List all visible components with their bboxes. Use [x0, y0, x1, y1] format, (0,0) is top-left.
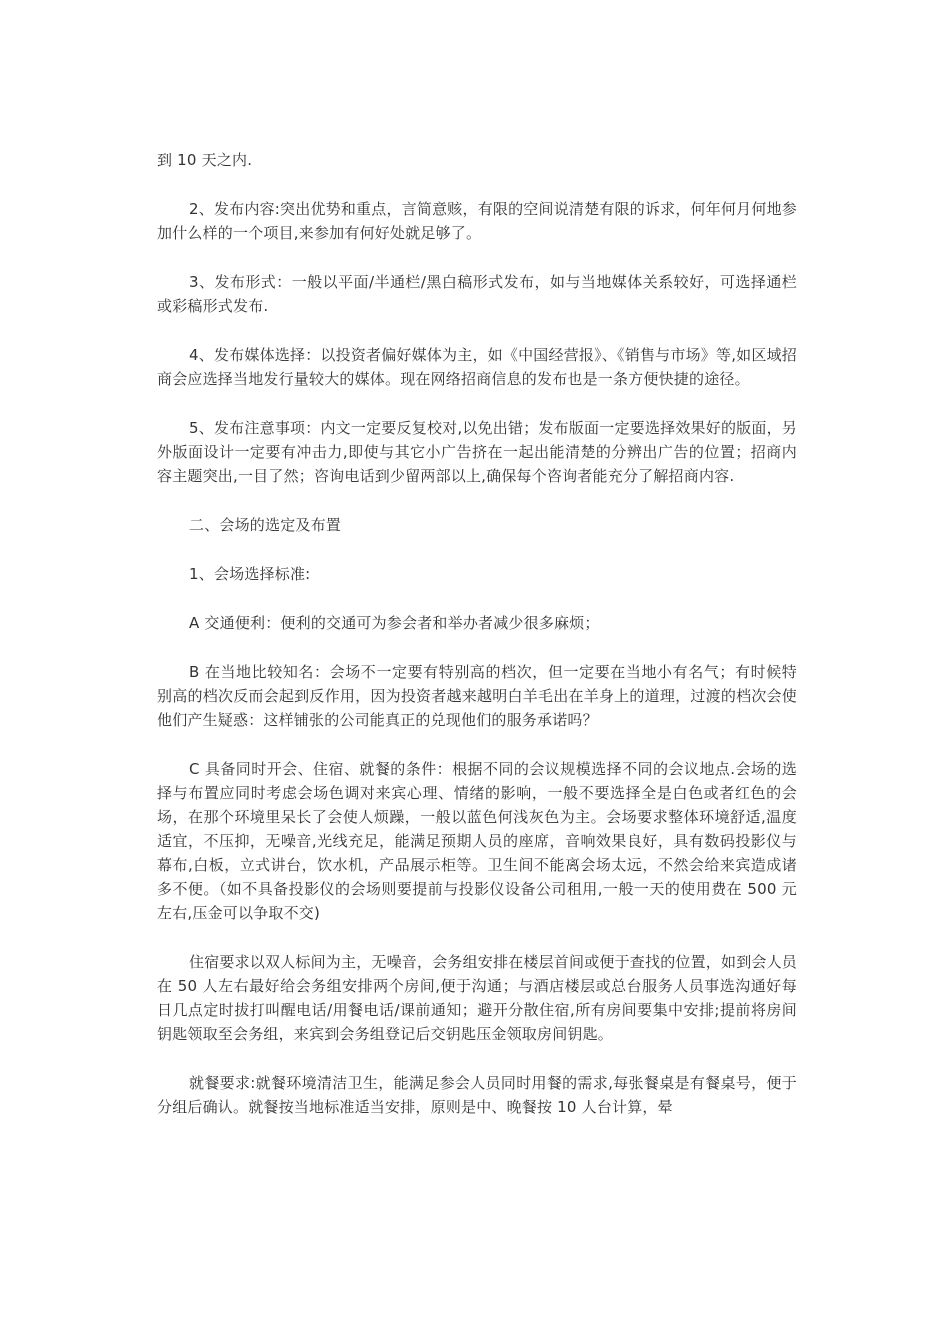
paragraph-publish-format: 3、发布形式：一般以平面/半通栏/黑白稿形式发布，如与当地媒体关系较好，可选择通栏或彩稿形式发布.: [157, 273, 797, 315]
paragraph-publish-content: 2、发布内容:突出优势和重点，言简意赅，有限的空间说清楚有限的诉求，何年何月何地参加什么样的一个项目,来参加有何好处就足够了。: [157, 200, 797, 242]
paragraph-criteria-a: A 交通便利：便利的交通可为参会者和举办者减少很多麻烦；: [189, 614, 600, 632]
paragraph-media-selection: 4、发布媒体选择：以投资者偏好媒体为主，如《中国经营报》、《销售与市场》等,如区域招商会应选择当地发行量较大的媒体。现在网络招商信息的发布也是一条方便快捷的途径。: [157, 346, 797, 388]
paragraph-criteria-b: B 在当地比较知名：会场不一定要有特别高的档次，但一定要在当地小有名气；有时候特别高的档次反而会起到反作用，因为投资者越来越明白羊毛出在羊身上的道理，过渡的档次会使他们产生疑惑：这样铺张的公司能真正的兑现他们的服务承诺吗？: [157, 663, 798, 729]
document-body: [157, 148, 797, 1144]
paragraph-criteria-c: C 具备同时开会、住宿、就餐的条件：根据不同的会议规模选择不同的会议地点.会场的选择与布置应同时考虑会场色调对来宾心理、情绪的影响，一般不要选择全是白色或者红色的会场，在那个环境里呆长了会使人烦躁，一般以蓝色何浅灰色为主。会场要求整体环境舒适,温度适宜，不压抑，无噪音,光线充足，能满足预期人员的座席，音响效果良好，具有数码投影仪与幕布,白板，立式讲台，饮水机，产品展示柜等。卫生间不能离会场太远，不然会给来宾造成诸多不便。（如不具备投影仪的会场则要提前与投影仪设备公司租用,一般一天的使用费在 500 元左右,压金可以争取不交): [157, 760, 797, 922]
subheading-venue-criteria: 1、会场选择标准:: [189, 565, 311, 583]
section-heading-venue: 二、会场的选定及布置: [189, 516, 342, 534]
paragraph-publish-notes: 5、发布注意事项：内文一定要反复校对,以免出错；发布版面一定要选择效果好的版面，另外版面设计一定要有冲击力,即使与其它小广告挤在一起出能清楚的分辨出广告的位置；招商内容主题突出,一目了然；咨询电话到少留两部以上,确保每个咨询者能充分了解招商内容.: [157, 419, 797, 485]
paragraph-continuation: 到 10 天之内.: [157, 151, 253, 169]
paragraph-accommodation: 住宿要求以双人标间为主，无噪音，会务组安排在楼层首间或便于查找的位置，如到会人员在 50 人左右最好给会务组安排两个房间,便于沟通；与酒店楼层或总台服务人员事选沟通好每日几点定时拔打叫醒电话/用餐电话/课前通知；避开分散住宿,所有房间要集中安排;提前将房间钥匙领取至会务组，来宾到会务组登记后交钥匙压金领取房间钥匙。: [157, 953, 798, 1043]
paragraph-dining: 就餐要求:就餐环境清洁卫生，能满足参会人员同时用餐的需求,每张餐桌是有餐桌号，便于分组后确认。就餐按当地标准适当安排，原则是中、晚餐按 10 人台计算，晕: [157, 1074, 797, 1116]
